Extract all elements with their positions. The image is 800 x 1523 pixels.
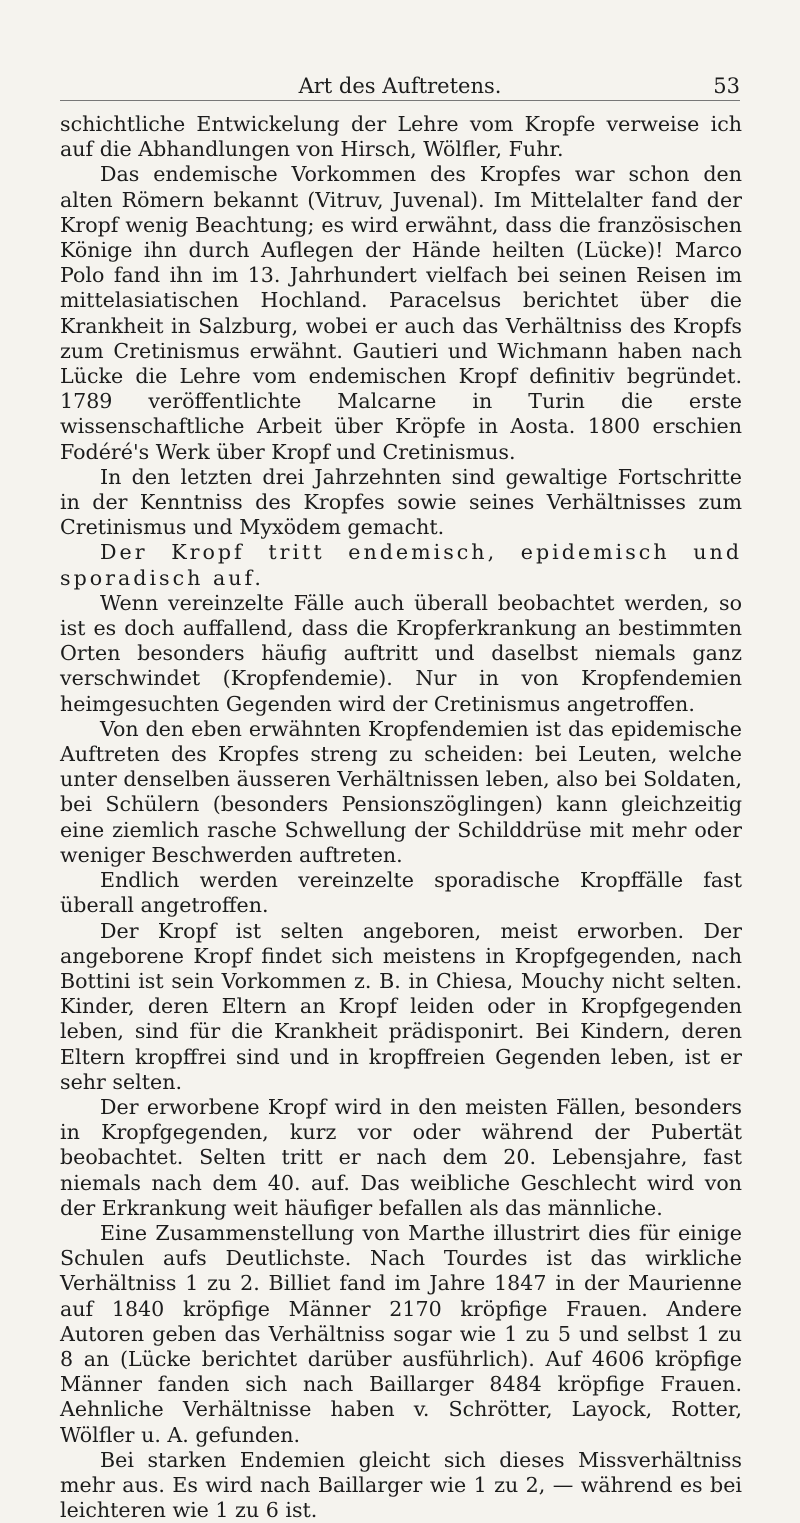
paragraph: Bei starken Endemien gleicht sich dieses Missverhältniss mehr aus. Es wird nach Baillarger wie 1 zu 2, — während es bei leichteren wie 1 zu 6 ist. xyxy=(60,1447,742,1523)
paragraph: schichtliche Entwickelung der Lehre vom Kropfe verweise ich auf die Abhandlungen von Hirsch, Wölfler, Fuhr. xyxy=(60,112,742,162)
paragraph: Der Kropf ist selten angeboren, meist erworben. Der angeborene Kropf findet sich meistens in Kropfgegenden, nach Bottini ist sein Vorkommen z. B. in Chiesa, Mouchy nicht selten. Kinder, deren Eltern an Kropf leiden oder in Kropfgegenden leben, sind für die Krankheit prädisponirt. Bei Kindern, deren Eltern kropffrei sind und in kropffreien Gegenden leben, ist er sehr selten. xyxy=(60,918,742,1094)
page-number: 53 xyxy=(713,74,740,98)
paragraph: Endlich werden vereinzelte sporadische Kropffälle fast überall angetroffen. xyxy=(60,868,742,918)
paragraph: Wenn vereinzelte Fälle auch überall beobachtet werden, so ist es doch auffallend, dass die Kropferkrankung an bestimmten Orten besonders häufig auftritt und daselbst niemals ganz verschwindet (Kropfendemie). Nur in von Kropfendemien heimgesuchten Gegenden wird der Cretinismus angetroffen. xyxy=(60,590,742,716)
body-text xyxy=(60,112,742,1523)
paragraph: Eine Zusammenstellung von Marthe illustrirt dies für einige Schulen aufs Deutlichste. Nach Tourdes ist das wirkliche Verhältniss 1 zu 2. Billiet fand im Jahre 1847 in der Maurienne auf 1840 kröpfige Männer 2170 kröpfige Frauen. Andere Autoren geben das Verhältniss sogar wie 1 zu 5 und selbst 1 zu 8 an (Lücke berichtet darüber ausführlich). Auf 4606 kröpfige Männer fanden sich nach Baillarger 8484 kröpfige Frauen. Aehnliche Verhältnisse haben v. Schrötter, Layock, Rotter, Wölfler u. A. gefunden. xyxy=(60,1220,742,1447)
paragraph: Von den eben erwähnten Kropfendemien ist das epidemische Auftreten des Kropfes streng zu scheiden: bei Leuten, welche unter denselben äusseren Verhältnissen leben, also bei Soldaten, bei Schülern (besonders Pensionszöglingen) kann gleichzeitig eine ziemlich rasche Schwellung der Schilddrüse mit mehr oder weniger Beschwerden auftreten. xyxy=(60,716,742,867)
paragraph: Das endemische Vorkommen des Kropfes war schon den alten Römern bekannt (Vitruv, Juvenal). Im Mittelalter fand der Kropf wenig Beachtung; es wird erwähnt, dass die französischen Könige ihn durch Auflegen der Hände heilten (Lücke)! Marco Polo fand ihn im 13. Jahrhundert vielfach bei seinen Reisen im mittelasiatischen Hochland. Paracelsus berichtet über die Krankheit in Salzburg, wobei er auch das Verhältniss des Kropfs zum Cretinismus erwähnt. Gautieri und Wichmann haben nach Lücke die Lehre vom endemischen Kropf definitiv begründet. 1789 veröffentlichte Malcarne in Turin die erste wissenschaftliche Arbeit über Kröpfe in Aosta. 1800 erschien Fodéré's Werk über Kropf und Cretinismus. xyxy=(60,162,742,464)
running-title: Art des Auftretens. xyxy=(298,74,502,98)
running-header xyxy=(60,74,740,101)
paragraph: In den letzten drei Jahrzehnten sind gewaltige Fortschritte in der Kenntniss des Kropfes sowie seines Verhältnisses zum Cretinismus und Myxödem gemacht. xyxy=(60,464,742,540)
paragraph-emphasis: Der Kropf tritt endemisch, epidemisch und sporadisch auf. xyxy=(60,540,742,590)
paragraph: Der erworbene Kropf wird in den meisten Fällen, besonders in Kropfgegenden, kurz vor oder während der Pubertät beobachtet. Selten tritt er nach dem 20. Lebensjahre, fast niemals nach dem 40. auf. Das weibliche Geschlecht wird von der Erkrankung weit häufiger befallen als das männliche. xyxy=(60,1094,742,1220)
